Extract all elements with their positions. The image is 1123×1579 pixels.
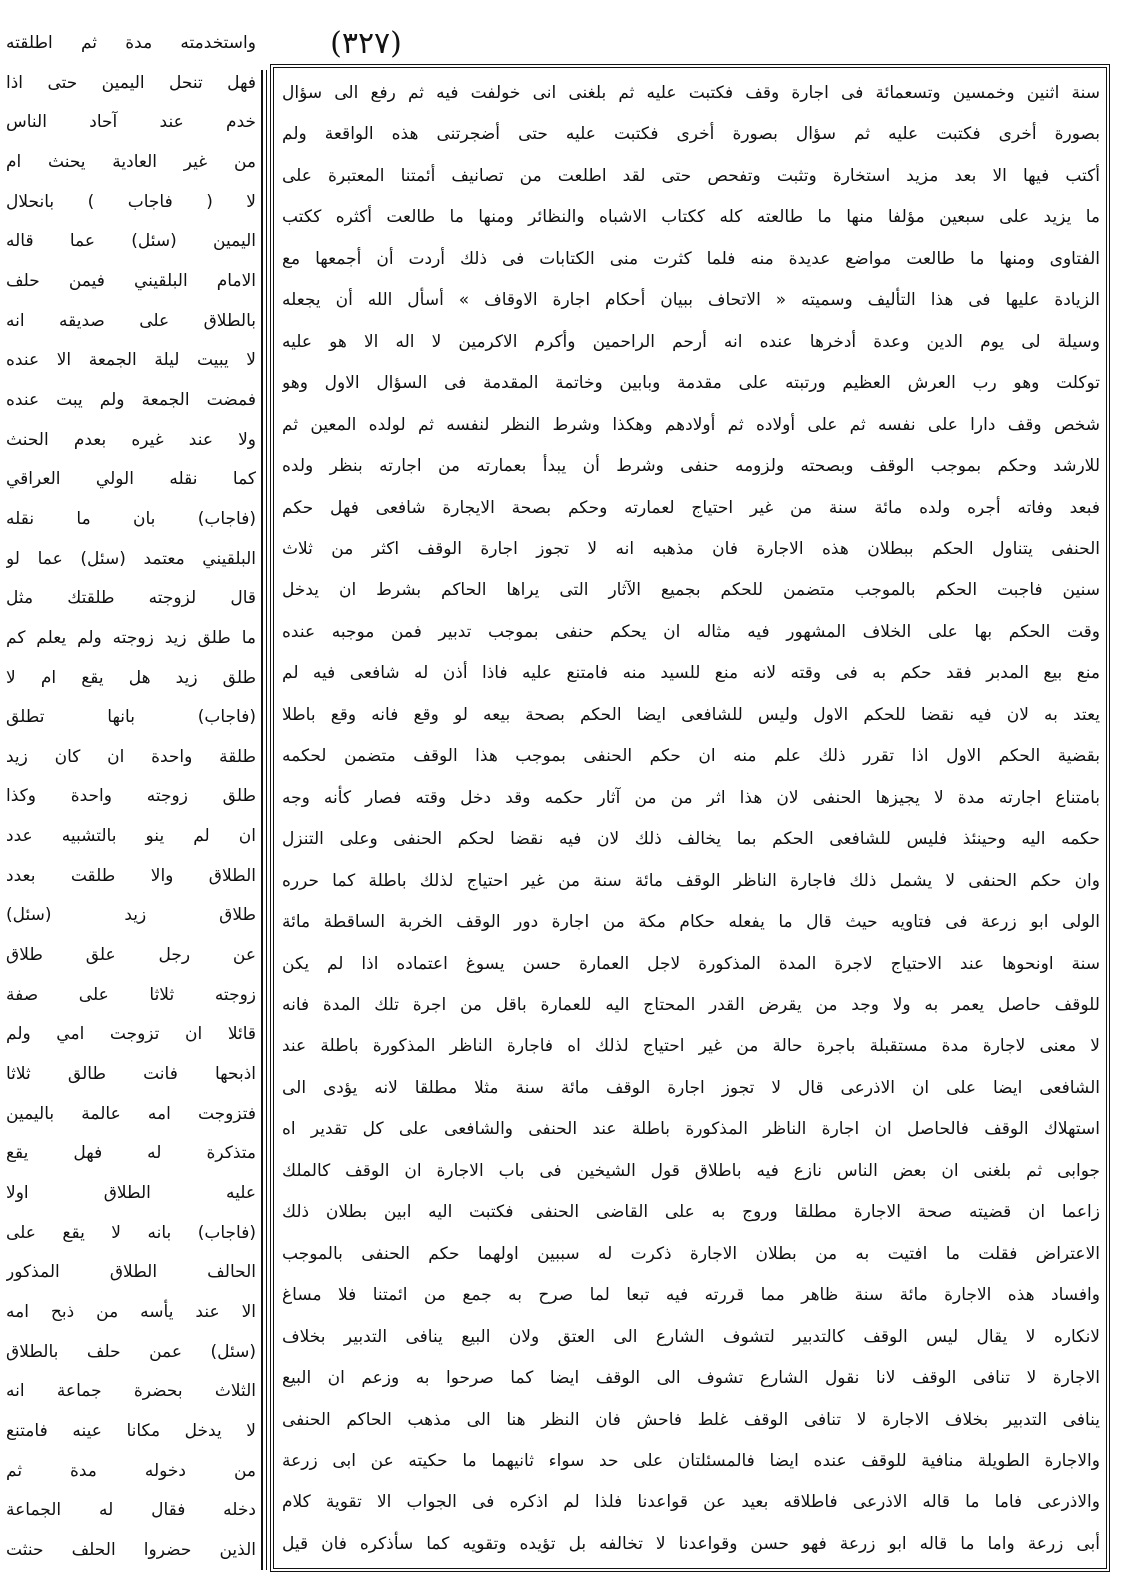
main-line: الاجارة لا تنافى الوقف لانا نقول الشارع تشوف الى الوقف ايضا كما صرحوا به وزعم ان البيع: [282, 1368, 1100, 1389]
margin-line: الامام البلقيني فيمن حلف: [6, 270, 256, 291]
margin-line: زوجته ثلاثا على صفة: [6, 984, 256, 1005]
main-line: لانكاره لا يقال ليس الوقف كالتدبير لتشوف الشارع الى العتق ولان البيع ينافى التدبير بخلاف: [282, 1326, 1100, 1347]
main-line: فبعد وفاته أجره ولده مائة سنة من غير احتياج لعمارته وحكم بصحة الايجارة شافعى فهل حكم: [282, 497, 1100, 518]
main-line: يعتد به لان فيه نقضا للحكم الاول وليس للشافعى ايضا الحكم بصحة بيعه لو وقع فانه وقع باطلا: [282, 704, 1100, 725]
margin-line: الطلاق والا طلقت بعدد: [6, 865, 256, 886]
main-line: والاجارة الطويلة منافية للوقف عنده ايضا فالمسئلتان على حد سواء ثانيهما ما حكيته عن ابى زرعة: [282, 1450, 1100, 1471]
main-line: للوقف حاصل يعمر به ولا وجد من يقرض القدر المحتاج اليه للعمارة باقل من اجرة تلك المدة فانه: [282, 994, 1100, 1015]
margin-line: فتزوجت امه عالمة باليمين: [6, 1103, 256, 1124]
margin-line: الا عند يأسه من ذبح امه: [6, 1302, 256, 1322]
margin-line: عن رجل علق طلاق: [6, 945, 256, 966]
margin-line: ان لم ينو بالتشبيه عدد: [6, 826, 256, 847]
main-line: الفتاوى ومنها ما طالعت مواضع عديدة منه فلما كثرت منى الكتابات فى ذلك أردت أن أجمعها مع: [282, 248, 1100, 269]
main-line: وافساد هذه الاجارة مائة سنة ظاهر مما قررته فيه تبعا لما صرح به جمع من ائمتنا فلا مساغ: [282, 1285, 1100, 1306]
margin-line: كما نقله الولي العراقي: [6, 469, 256, 490]
margin-line: متذكرة له فهل يقع: [6, 1143, 256, 1164]
margin-line: (فاجاب) بان ما نقله: [6, 508, 256, 529]
main-line: ينافى التدبير بخلاف الاجارة لا تنافى الوقف غلط فاحش فان النظر هنا الى مذهب الحاكم الحنفى: [282, 1409, 1100, 1430]
margin-line: قائلا ان تزوجت امي ولم: [6, 1024, 256, 1045]
margin-line: عليه الطلاق اولا: [6, 1183, 256, 1204]
margin-line: فهل تنحل اليمين حتى اذا: [6, 72, 256, 93]
margin-line: (فاجاب) بانها تطلق: [6, 707, 256, 728]
main-line: لا معنى لاجارة مدة مستقبلة باجرة حالة من غير احتياج لذلك اه فاجارة الناظر المذكورة باطلة عند: [282, 1036, 1100, 1057]
margin-commentary: [6, 28, 256, 1572]
margin-line: (سئل) عمن حلف بالطلاق: [6, 1341, 256, 1362]
margin-line: الذين حضروا الحلف حنثت: [6, 1539, 256, 1560]
margin-line: بالطلاق على صديقه انه: [6, 310, 256, 331]
margin-line: طلق زوجته واحدة وكذا: [6, 786, 256, 807]
margin-line: طلقة واحدة ان كان زيد: [6, 746, 256, 767]
main-line: حكمه اليه وحينئذ فليس للشافعى الحكم بما يخالف ذلك لان فيه نقضا لحكم الحنفى وعلى التنزل: [282, 829, 1100, 850]
main-line: أكتب فيها الا بعد مزيد استخارة وتثبت وتفحص حتى لقد اطلعت من تصانيف أئمتنا المعتبرة على: [282, 165, 1100, 186]
margin-line: ما طلق زيد زوجته ولم يعلم كم: [6, 627, 256, 648]
main-line: زاعما ان قضيته صحة الاجارة مطلقا وروج به على القاضى الحنفى فكتبت اليه ابين بطلان ذلك: [282, 1202, 1100, 1223]
main-line: جوابى ثم بلغنى ان بعض الناس نازع فيه باطلاق قول الشيخين فى باب الاجارة ان الوقف كالملك: [282, 1160, 1100, 1181]
margin-line: طلق زيد هل يقع ام لا: [6, 667, 256, 688]
main-line: الحنفى يتناول الحكم ببطلان هذه الاجارة فان مذهبه انه لا تجوز اجارة الوقف اكثر من ثلاث: [282, 538, 1100, 559]
main-line: ما يزيد على سبعين مؤلفا منها ما طالعته كله ككتاب الاشباه والنظائر ومنها ما طالعت أكثره ككتب: [282, 207, 1100, 228]
margin-line: طلاق زيد (سئل): [6, 905, 256, 926]
page-number: (٣٢٧): [330, 26, 402, 61]
main-line: بقضية الحكم الاول اذا تقرر ذلك علم منه ان حكم الحنفى بموجب هذا الوقف متضمن لحكمه: [282, 746, 1100, 767]
main-line: سنة اونحوها عند الاحتياج لاجرة المدة المذكورة لاجل العمارة حسن يسوغ اعتماده اذا لم يكن: [282, 953, 1100, 974]
margin-line: من دخوله مدة ثم: [6, 1460, 256, 1481]
main-line: وسيلة لى يوم الدين وعدة أدخرها عنده انه أرحم الراحمين وأكرم الاكرمين لا اله الا هو عليه: [282, 331, 1100, 352]
margin-line: اليمين (سئل) عما قاله: [6, 231, 256, 252]
margin-divider: [261, 70, 267, 1570]
main-line: وان حكم الحنفى لا يشمل ذلك فاجارة الناظر الوقف مائة سنة من غير احتياج لذلك باطلة كما حرره: [282, 870, 1100, 891]
main-line: منع بيع المدبر فقد حكم به فى وقته لانه منع للسيد منه فامتنع عليه فاذا أذن له شافعى فيه لم: [282, 663, 1100, 684]
margin-line: (فاجاب) بانه لا يقع على: [6, 1222, 256, 1243]
main-line: بصورة أخرى فكتبت عليه ثم سؤال بصورة أخرى فكتبت عليه حتى أضجرتنى هذه الواقعة ولم: [282, 124, 1100, 145]
margin-line: لا ( فاجاب ) بانحلال: [6, 191, 256, 212]
margin-line: واستخدمته مدة ثم اطلقته: [6, 33, 256, 53]
main-line: وقت الحكم بها على الخلاف المشهور فيه مثاله ان يحكم حنفى بموجب تدبير فمن موجبه عنده: [282, 621, 1100, 642]
main-line: الولى ابو زرعة فى فتاويه حيث قال ما يفعله حكام مكة من اجارة دور الوقف الخربة الساقطة مائة: [282, 912, 1100, 933]
main-line: شخص وقف دارا على نفسه ثم على أولاده ثم أولادهم وهكذا وشرط النظر لنفسه ثم لولده المعين ثم: [282, 414, 1100, 435]
main-line: الزيادة عليها فى هذا التأليف وسميته « الاتحاف ببيان أحكام اجارة الاوقاف » أسأل الله أن يجعله: [282, 290, 1100, 311]
main-line: توكلت وهو رب العرش العظيم ورتبته على مقدمة وبابين وخاتمة المقدمة فى السؤال الاول وهو: [282, 373, 1100, 394]
main-line: الاعتراض فقلت ما افتيت به من بطلان الاجارة ذكرت له سببين اولهما حكم الحنفى بالموجب: [282, 1243, 1100, 1264]
margin-line: ولا عند غيره بعدم الحنث: [6, 429, 256, 450]
margin-line: اذبحها فانت طالق ثلاثا: [6, 1064, 256, 1085]
main-text-body: [282, 78, 1100, 1566]
main-line: بامتناع اجارته مدة لا يجيزها الحنفى لان هذا اثر من من آثار حكمه وقد دخل وقته فصار كأنه وجه: [282, 787, 1100, 808]
margin-line: الحالف الطلاق المذكور: [6, 1262, 256, 1283]
margin-line: من غير العادية يحنث ام: [6, 151, 256, 172]
main-line: والاذرعى فاما ما قاله الاذرعى فاطلاقه بعيد عن قواعدنا فلذا لم اذكره فى الجواب الا تقوية كلام: [282, 1492, 1100, 1513]
margin-line: دخله فقال له الجماعة: [6, 1500, 256, 1521]
main-line: سنين فاجبت الحكم بالموجب متضمن للحكم بجميع الآثار التى يراها الحاكم بشرط ان يدخل: [282, 580, 1100, 601]
margin-line: لا يدخل مكانا عينه فامتنع: [6, 1420, 256, 1441]
margin-line: فمضت الجمعة ولم يبت عنده: [6, 389, 256, 410]
margin-line: لا يبيت ليلة الجمعة الا عنده: [6, 350, 256, 371]
main-line: أبى زرعة واما ما قاله ابو زرعة فهو حسن وقواعدنا لا تخالفه بل تؤيده وتقويه كما سأذكره فان قيل: [282, 1533, 1100, 1554]
margin-line: خدم عند آحاد الناس: [6, 112, 256, 133]
margin-line: البلقيني معتمد (سئل) عما لو: [6, 548, 256, 569]
main-line: سنة اثنين وخمسين وتسعمائة فى اجارة وقف فكتبت عليه ثم بلغنى انى خولفت فيه ثم رفع الى سؤال: [282, 83, 1100, 103]
main-line: استهلاك الوقف فالحاصل ان اجارة الناظر المذكورة باطلة عند الحنفى والشافعى على كل تقدير اه: [282, 1119, 1100, 1140]
margin-line: الثلاث بحضرة جماعة انه: [6, 1381, 256, 1402]
margin-line: قال لزوجته طلقتك مثل: [6, 588, 256, 609]
main-line: الشافعى ايضا على ان الاذرعى قال لا تجوز اجارة الوقف مائة سنة مثلا مطلقا لانه يؤدى الى: [282, 1077, 1100, 1098]
main-line: للارشد وحكم بموجب الوقف وبصحته ولزومه حنفى وشرط أن يبدأ بعمارته من اجارته بنظر ولده: [282, 456, 1100, 477]
